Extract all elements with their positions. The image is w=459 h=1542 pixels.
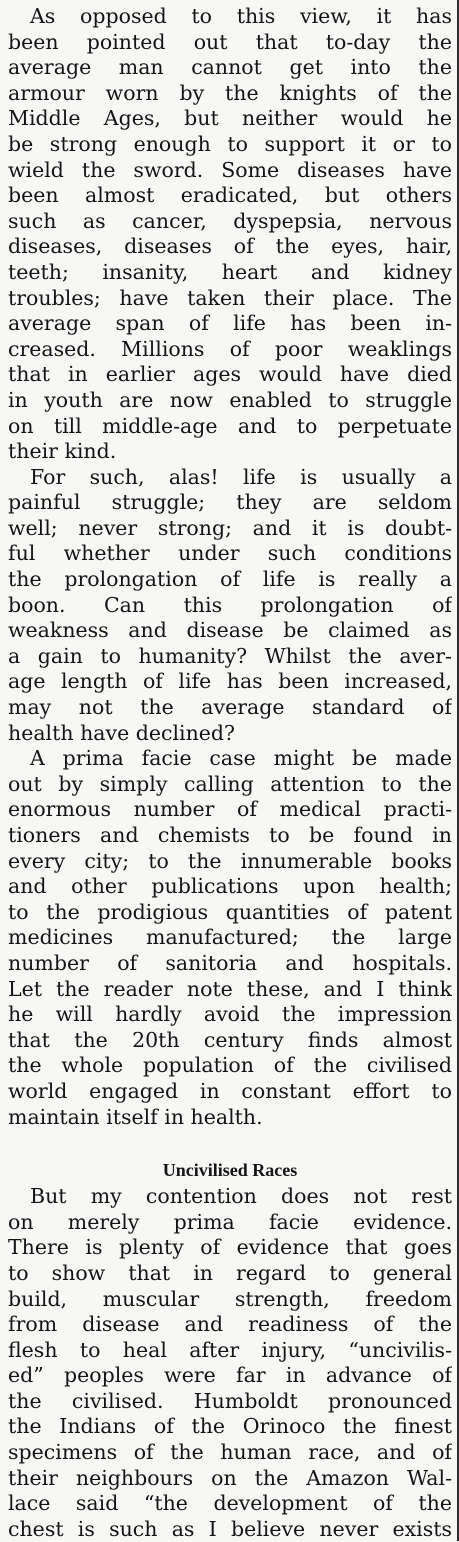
text-line: But my contention does not rest xyxy=(30,1184,452,1209)
text-line: be strong enough to support it or to xyxy=(8,131,452,156)
text-line: on till middle-age and to perpetuate xyxy=(8,413,452,438)
text-line: build, muscular strength, freedom xyxy=(8,1286,452,1311)
text-line: health have declined? xyxy=(8,720,236,745)
text-line: to the prodigious quantities of patent xyxy=(8,899,452,924)
text-line: every city; to the innumerable books xyxy=(8,848,452,873)
text-line: ful whether under such conditions xyxy=(8,541,452,566)
text-line: average man cannot get into the xyxy=(8,55,452,80)
text-line: A prima facie case might be made xyxy=(30,746,452,771)
text-line: and other publications upon health; xyxy=(8,874,452,899)
text-line: number of sanitoria and hospitals. xyxy=(8,950,452,975)
text-line: flesh to heal after injury, “uncivilis- xyxy=(8,1337,452,1362)
text-line: average span of life has been in- xyxy=(8,311,452,336)
text-line: he will hardly avoid the impression xyxy=(8,1002,452,1027)
text-line: specimens of the human race, and of xyxy=(8,1440,452,1465)
text-line: the Indians of the Orinoco the finest xyxy=(8,1414,452,1439)
text-line: may not the average standard of xyxy=(8,695,452,720)
text-line: ed” peoples were far in advance of xyxy=(8,1363,452,1388)
text-line: creased. Millions of poor weaklings xyxy=(8,336,452,361)
text-line: that in earlier ages would have died xyxy=(8,362,452,387)
text-line: enormous number of medical practi- xyxy=(8,797,452,822)
text-line: There is plenty of evidence that goes xyxy=(8,1235,452,1260)
paragraph-3 xyxy=(8,746,452,1130)
text-line: in youth are now enabled to struggle xyxy=(8,387,452,412)
text-line: age length of life has been increased, xyxy=(8,669,452,694)
text-line: maintain itself in health. xyxy=(8,1104,263,1129)
text-line: Middle Ages, but neither would he xyxy=(8,106,452,131)
text-line: the civilised. Humboldt pronounced xyxy=(8,1388,452,1413)
text-line: that the 20th century finds almost xyxy=(8,1027,452,1052)
text-line: a gain to humanity? Whilst the aver- xyxy=(8,643,452,668)
article-column xyxy=(8,4,452,1542)
text-line: been pointed out that to-day the xyxy=(8,29,452,54)
paragraph-2 xyxy=(8,465,452,747)
section-heading: Uncivilised Races xyxy=(162,1160,298,1181)
text-line: For such, alas! life is usually a xyxy=(30,464,452,489)
text-line: troubles; have taken their place. The xyxy=(8,285,452,310)
paragraph-1 xyxy=(8,4,452,465)
text-line: tioners and chemists to be found in xyxy=(8,823,452,847)
text-line: As opposed to this view, it has xyxy=(30,4,452,28)
text-line: the whole population of the civilised xyxy=(8,1053,452,1078)
text-line: from disease and readiness of the xyxy=(8,1312,452,1337)
text-line: boon. Can this prolongation of xyxy=(8,592,452,617)
paragraph-4 xyxy=(8,1184,452,1542)
text-line: out by simply calling attention to the xyxy=(8,771,452,796)
text-line: been almost eradicated, but others xyxy=(8,183,452,208)
text-line: painful struggle; they are seldom xyxy=(8,490,452,515)
text-line: to show that in regard to general xyxy=(8,1260,452,1285)
text-line: lace said “the development of the xyxy=(8,1491,452,1516)
text-line: such as cancer, dyspepsia, nervous xyxy=(8,208,452,233)
text-line: diseases, diseases of the eyes, hair, xyxy=(8,234,452,259)
text-line: wield the sword. Some diseases have xyxy=(8,157,452,182)
text-line: weakness and disease be claimed as xyxy=(8,618,452,643)
text-line: well; never strong; and it is doubt- xyxy=(8,515,452,540)
text-line: their neighbours on the Amazon Wal- xyxy=(8,1465,452,1490)
text-line: their kind. xyxy=(8,439,117,464)
text-line: world engaged in constant effort to xyxy=(8,1078,452,1103)
text-line: Let the reader note these, and I think xyxy=(8,976,452,1001)
text-line: teeth; insanity, heart and kidney xyxy=(8,259,452,284)
text-line: armour worn by the knights of the xyxy=(8,80,452,105)
text-line: on merely prima facie evidence. xyxy=(8,1209,452,1234)
text-line: medicines manufactured; the large xyxy=(8,925,452,950)
text-line: chest is such as I believe never exists xyxy=(8,1516,452,1541)
text-line: the prolongation of life is really a xyxy=(8,567,452,592)
